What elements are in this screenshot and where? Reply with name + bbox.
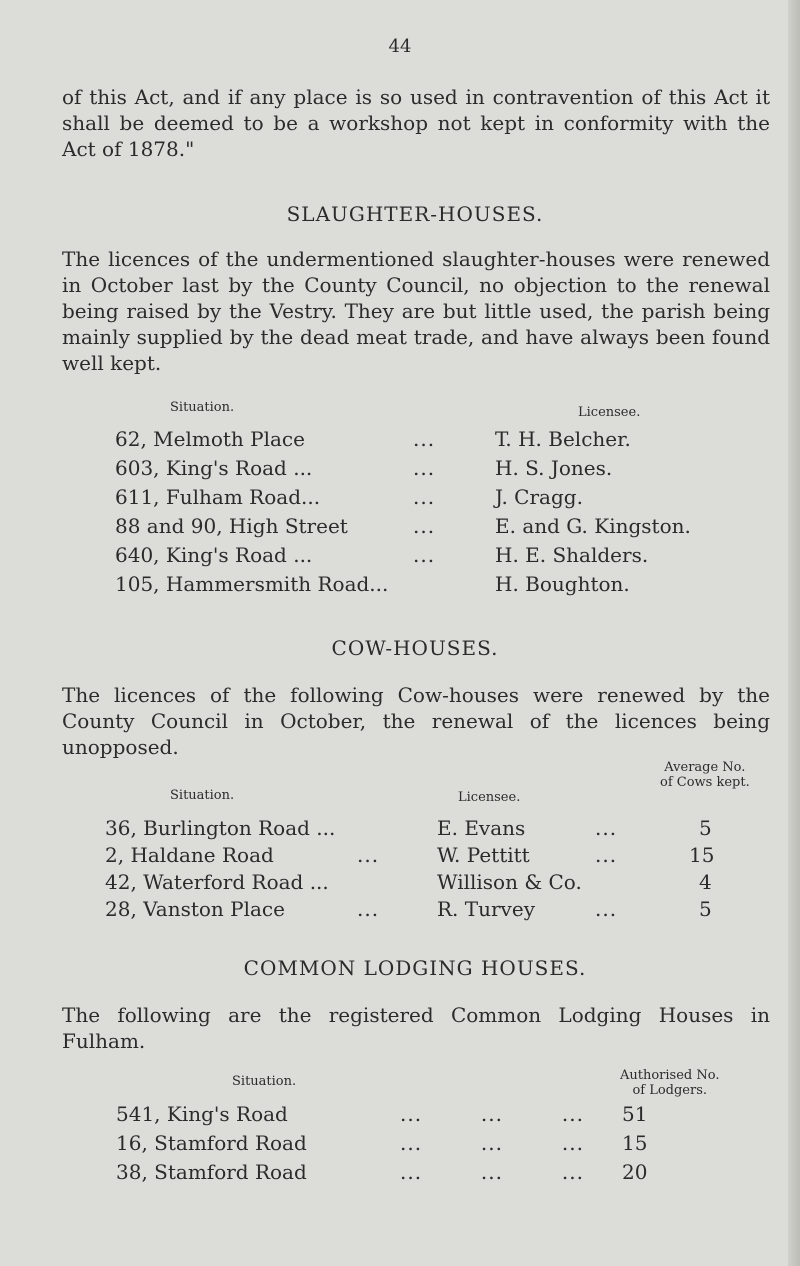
slaughter-situation: 640, King's Road ...: [115, 543, 313, 567]
cow-licensee: E. Evans: [437, 816, 526, 840]
page-number: 44: [388, 36, 412, 57]
cow-licensee: Willison & Co.: [437, 870, 582, 894]
cow-houses-heading: COW-HOUSES.: [331, 636, 499, 660]
cow-situation: 42, Waterford Road ...: [105, 870, 329, 894]
cow-situation: 36, Burlington Road ...: [105, 816, 336, 840]
slaughter-leader-dots: ...: [413, 456, 436, 480]
cow-leader-dots: ...: [595, 816, 618, 840]
slaughter-houses-paragraph: The licences of the undermentioned slaughter-houses were renewed in October last by the County Council, no objection to the renewal being raised by the Vestry. They are but little used, the parish being mainly supplied by the dead meat trade, and have always been found well kept.: [62, 247, 770, 375]
cow-col-average: [660, 760, 750, 790]
cow-count: 5: [699, 897, 712, 921]
lodging-situation: 16, Stamford Road: [116, 1131, 307, 1155]
slaughter-leader-dots: ...: [413, 427, 436, 451]
lodging-col-lodgers-line2: of Lodgers.: [632, 1083, 708, 1098]
cow-col-average-line2: of Cows kept.: [660, 775, 750, 790]
cow-licensee: R. Turvey: [437, 897, 535, 921]
cow-col-average-line1: Average No.: [664, 760, 746, 775]
slaughter-col-situation: Situation.: [170, 400, 235, 415]
lodging-count: 20: [622, 1160, 648, 1184]
slaughter-houses-heading: SLAUGHTER-HOUSES.: [286, 202, 544, 226]
cow-count: 15: [689, 843, 715, 867]
slaughter-licensee: H. E. Shalders.: [495, 543, 649, 567]
cow-count: 5: [699, 816, 712, 840]
lodging-col-lodgers-line1: Authorised No.: [620, 1068, 720, 1083]
lodging-leader-dots: ... ... ...: [400, 1102, 584, 1126]
slaughter-situation: 88 and 90, High Street: [115, 514, 348, 538]
lodging-col-situation: Situation.: [232, 1074, 297, 1089]
cow-count: 4: [699, 870, 712, 894]
lodging-houses-paragraph: The following are the registered Common Lodging Houses in Fulham.: [62, 1003, 770, 1053]
slaughter-licensee: J. Cragg.: [495, 485, 583, 509]
slaughter-leader-dots: ...: [413, 543, 436, 567]
cow-leader-dots: ...: [595, 843, 618, 867]
slaughter-situation: 603, King's Road ...: [115, 456, 313, 480]
slaughter-situation: 105, Hammersmith Road...: [115, 572, 389, 596]
slaughter-licensee: T. H. Belcher.: [495, 427, 631, 451]
cow-leader-dots: ...: [357, 843, 380, 867]
cow-leader-dots: ...: [357, 897, 380, 921]
slaughter-licensee: H. Boughton.: [495, 572, 630, 596]
cow-situation: 2, Haldane Road: [105, 843, 274, 867]
lodging-leader-dots: ... ... ...: [400, 1160, 584, 1184]
slaughter-col-licensee: Licensee.: [578, 405, 641, 420]
lodging-houses-heading: COMMON LODGING HOUSES.: [243, 956, 587, 980]
slaughter-situation: 62, Melmoth Place: [115, 427, 305, 451]
slaughter-leader-dots: ...: [413, 485, 436, 509]
lodging-situation: 38, Stamford Road: [116, 1160, 307, 1184]
cow-leader-dots: ...: [595, 897, 618, 921]
slaughter-licensee: H. S. Jones.: [495, 456, 613, 480]
cow-houses-paragraph: The licences of the following Cow-houses were renewed by the County Council in October, the renewal of the licences being unopposed.: [62, 683, 770, 759]
cow-col-situation: Situation.: [170, 788, 235, 803]
slaughter-licensee: E. and G. Kingston.: [495, 514, 691, 538]
cow-situation: 28, Vanston Place: [105, 897, 285, 921]
lodging-count: 51: [622, 1102, 648, 1126]
slaughter-situation: 611, Fulham Road...: [115, 485, 321, 509]
lodging-situation: 541, King's Road: [116, 1102, 288, 1126]
lodging-count: 15: [622, 1131, 648, 1155]
cow-col-licensee: Licensee.: [458, 790, 521, 805]
lodging-col-lodgers: [620, 1068, 719, 1098]
intro-paragraph: of this Act, and if any place is so used in contravention of this Act it shall be deemed to be a workshop not kept in conformity with the Act of 1878.": [62, 85, 770, 161]
cow-licensee: W. Pettitt: [437, 843, 530, 867]
lodging-leader-dots: ... ... ...: [400, 1131, 584, 1155]
slaughter-leader-dots: ...: [413, 514, 436, 538]
page-edge-shadow: [788, 0, 800, 1266]
